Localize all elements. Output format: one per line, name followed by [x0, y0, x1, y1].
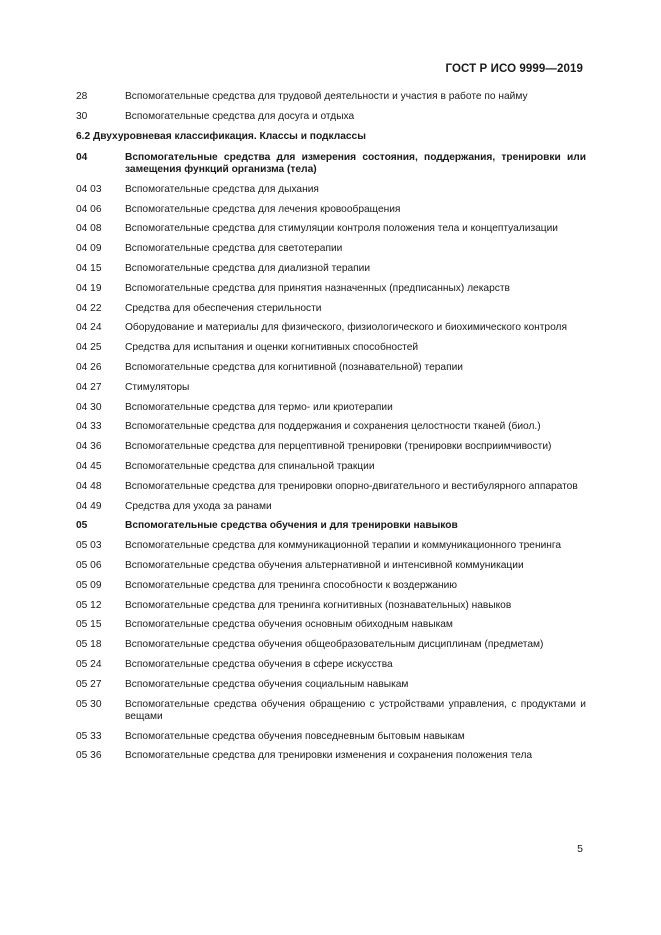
- item-text: Вспомогательные средства для коммуникационной терапии и коммуникационного тренинга: [125, 540, 562, 552]
- item-code: 04 06: [76, 203, 102, 215]
- item-code: 04 09: [76, 243, 102, 255]
- item-text: Вспомогательные средства обучения основным обиходным навыкам: [125, 619, 453, 631]
- list-item: [76, 223, 586, 235]
- item-text: Вспомогательные средства для термо- или криотерапии: [125, 401, 393, 413]
- section-title: 6.2 Двухуровневая классификация. Классы и подклассы: [76, 130, 366, 142]
- list-item: [76, 303, 586, 315]
- item-code: 04 24: [76, 322, 102, 334]
- item-code: 04 15: [76, 262, 102, 274]
- item-text: Стимуляторы: [125, 381, 190, 393]
- item-code: 28: [76, 91, 88, 102]
- item-code: 04 19: [76, 282, 102, 294]
- item-code: 30: [76, 110, 88, 122]
- list-item: [76, 362, 586, 374]
- item-code: 04 33: [76, 421, 102, 433]
- item-text: Оборудование и материалы для физического, физиологического и биохимического контроля: [125, 322, 567, 334]
- list-item: [76, 619, 586, 631]
- item-text: Вспомогательные средства обучения обращению с устройствами управления, с продуктами и вещами: [125, 698, 586, 722]
- item-text: Вспомогательные средства для трудовой деятельности и участия в работе по найму: [125, 91, 528, 102]
- item-text: Вспомогательные средства для принятия назначенных (предписанных) лекарств: [125, 282, 510, 294]
- item-code: 04 03: [76, 183, 102, 195]
- list-item: [76, 600, 586, 612]
- list-item: [76, 263, 586, 275]
- list-item: [76, 184, 586, 196]
- item-code: 05 06: [76, 559, 102, 571]
- list-item: [76, 560, 586, 572]
- list-item: [76, 731, 586, 743]
- item-text: Вспомогательные средства обучения социальным навыкам: [125, 678, 409, 690]
- item-code: 04 08: [76, 223, 102, 235]
- item-text: Вспомогательные средства для тренинга способности к воздержанию: [125, 579, 457, 591]
- list-item: [76, 342, 586, 354]
- list-item: [76, 580, 586, 592]
- item-text: Вспомогательные средства для светотерапии: [125, 243, 343, 255]
- class-05-list: [76, 540, 586, 762]
- item-text: Вспомогательные средства для тренинга когнитивных (познавательных) навыков: [125, 599, 512, 611]
- class-heading: [76, 520, 586, 532]
- item-text: Вспомогательные средства обучения общеобразовательным дисциплинам (предметам): [125, 639, 544, 651]
- item-text: Вспомогательные средства для поддержания и сохранения целостности тканей (биол.): [125, 421, 541, 433]
- item-text: Вспомогательные средства обучения в сфере искусства: [125, 658, 393, 670]
- class-title: Вспомогательные средства для измерения состояния, поддержания, тренировки или замещения функций организма (тела): [125, 151, 586, 175]
- list-item: [76, 283, 586, 295]
- list-item: [76, 382, 586, 394]
- class-heading: [76, 152, 586, 176]
- standard-header: ГОСТ Р ИСО 9999—2019: [445, 63, 583, 75]
- item-text: Вспомогательные средства для стимуляции контроля положения тела и концептуализации: [125, 223, 558, 235]
- list-item: [76, 750, 586, 762]
- item-code: 05 30: [76, 698, 102, 710]
- item-code: 04 30: [76, 401, 102, 413]
- list-item: [76, 540, 586, 552]
- item-code: 04 25: [76, 342, 102, 354]
- item-text: Вспомогательные средства для когнитивной (познавательной) терапии: [125, 361, 463, 373]
- item-code: 04 22: [76, 302, 102, 314]
- item-text: Вспомогательные средства для тренировки опорно-двигательного и вестибулярного аппаратов: [125, 480, 578, 492]
- item-code: 04 27: [76, 381, 102, 393]
- list-item: [76, 243, 586, 255]
- list-item: [76, 639, 586, 651]
- item-text: Средства для обеспечения стерильности: [125, 302, 322, 314]
- item-text: Вспомогательные средства для перцептивной тренировки (тренировки восприимчивости): [125, 441, 552, 453]
- list-item: [76, 481, 586, 493]
- item-code: 05 03: [76, 540, 102, 552]
- item-code: 04 49: [76, 500, 102, 512]
- item-code: 05 18: [76, 639, 102, 651]
- list-item: [76, 679, 586, 691]
- item-code: 04 36: [76, 441, 102, 453]
- class-04-list: [76, 184, 586, 513]
- list-item: [76, 91, 586, 103]
- item-text: Средства для испытания и оценки когнитивных способностей: [125, 342, 419, 354]
- list-item: [76, 322, 586, 334]
- item-text: Вспомогательные средства для тренировки изменения и сохранения положения тела: [125, 750, 533, 762]
- item-code: 05 12: [76, 599, 102, 611]
- item-text: Вспомогательные средства для лечения кровообращения: [125, 203, 401, 215]
- item-text: Средства для ухода за ранами: [125, 500, 272, 512]
- item-code: 04 26: [76, 361, 102, 373]
- list-item: [76, 659, 586, 671]
- item-code: 05 09: [76, 579, 102, 591]
- class-code: 05: [76, 520, 88, 532]
- item-text: Вспомогательные средства для дыхания: [125, 183, 319, 195]
- list-item: [76, 111, 586, 123]
- list-item: [76, 441, 586, 453]
- item-text: Вспомогательные средства обучения альтернативной и интенсивной коммуникации: [125, 559, 524, 571]
- list-item: [76, 204, 586, 216]
- list-item: [76, 699, 586, 723]
- class-code: 04: [76, 151, 88, 163]
- class-title: Вспомогательные средства обучения и для тренировки навыков: [125, 520, 458, 532]
- item-code: 05 15: [76, 619, 102, 631]
- item-code: 05 36: [76, 750, 102, 762]
- item-text: Вспомогательные средства для спинальной тракции: [125, 460, 375, 472]
- list-item: [76, 421, 586, 433]
- item-code: 05 33: [76, 730, 102, 742]
- item-code: 05 27: [76, 678, 102, 690]
- list-item: [76, 402, 586, 414]
- list-item: [76, 501, 586, 513]
- document-body: [76, 91, 586, 770]
- page-number: 5: [577, 843, 583, 855]
- item-text: Вспомогательные средства обучения повседневным бытовым навыкам: [125, 730, 465, 742]
- item-code: 04 48: [76, 480, 102, 492]
- item-text: Вспомогательные средства для диализной терапии: [125, 262, 371, 274]
- item-text: Вспомогательные средства для досуга и отдыха: [125, 110, 355, 122]
- item-code: 05 24: [76, 658, 102, 670]
- item-code: 04 45: [76, 460, 102, 472]
- list-item: [76, 461, 586, 473]
